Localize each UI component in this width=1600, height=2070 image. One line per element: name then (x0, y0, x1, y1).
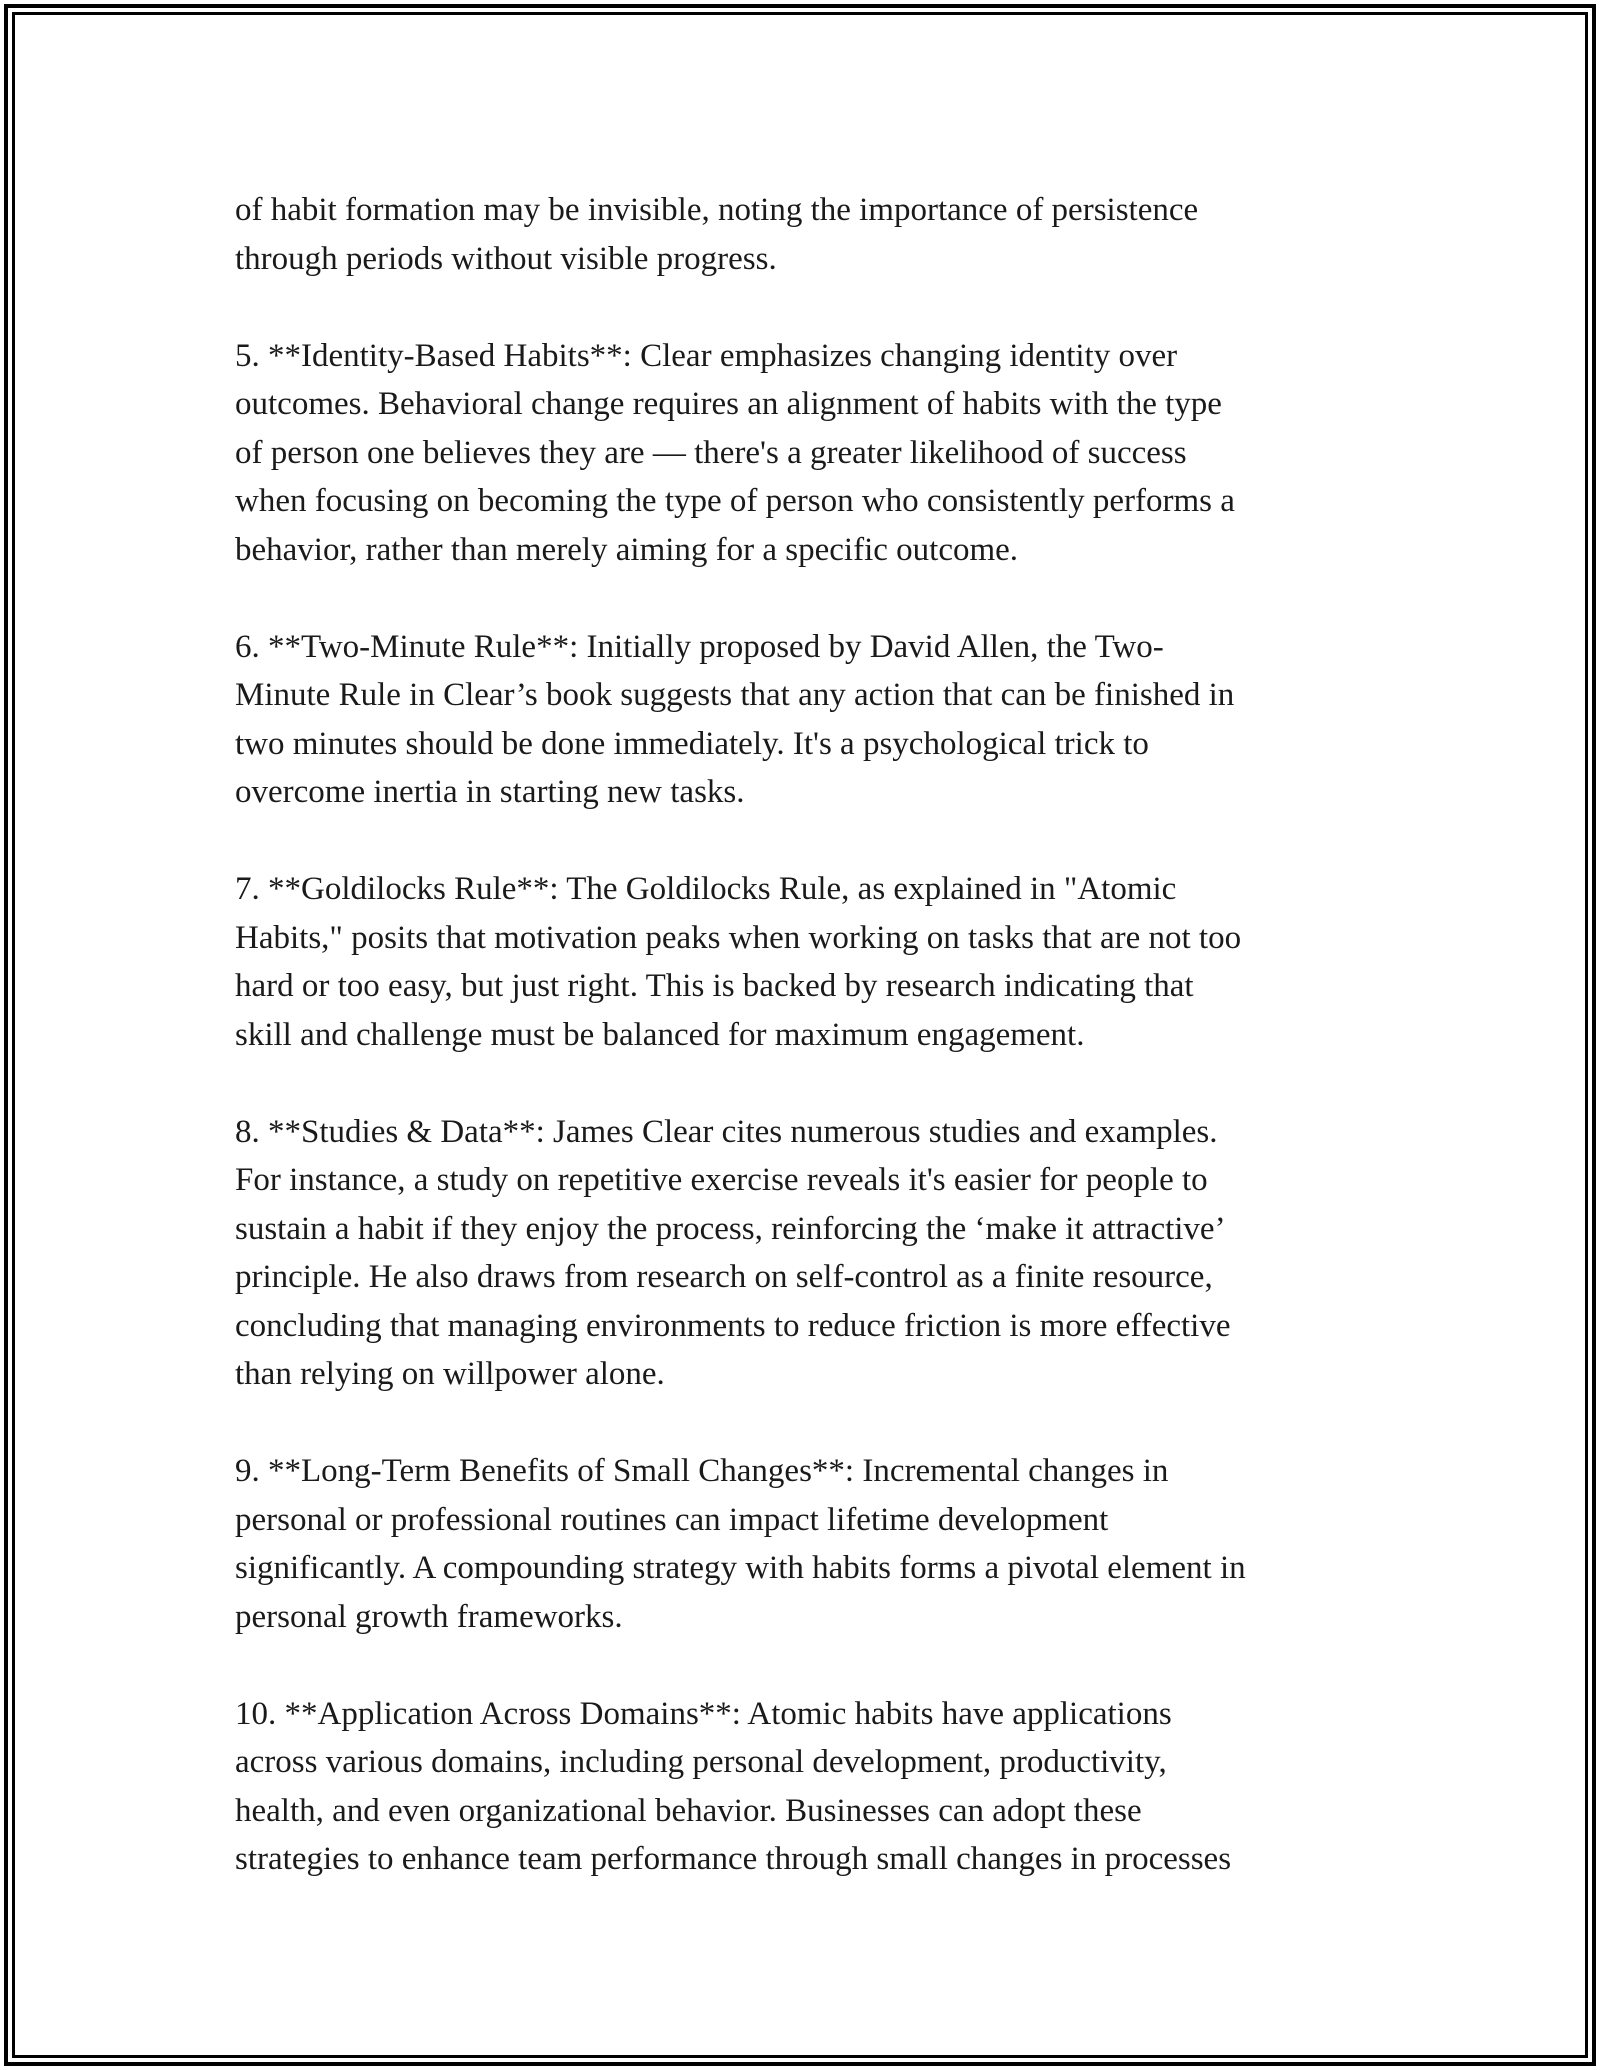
document-body (235, 186, 1375, 1884)
paragraph-studies-data: 8. **Studies & Data**: James Clear cites numerous studies and examples. For instance, a study on repetitive exercise reveals it's easier for people to sustain a habit if they enjoy the process, reinforcing the ‘make it attractive’ principle. He also draws from research on self-control as a finite resource, concluding that managing environments to reduce friction is more effective than relying on willpower alone. (235, 1113, 1231, 1392)
paragraph-goldilocks-rule: 7. **Goldilocks Rule**: The Goldilocks Rule, as explained in "Atomic Habits," posits that motivation peaks when working on tasks that are not too hard or too easy, but just right. This is backed by research indicating that skill and challenge must be balanced for maximum engagement. (235, 871, 1242, 1053)
paragraph-application-across-domains: 10. **Application Across Domains**: Atomic habits have applications across various domains, including personal development, productivity, health, and even organizational behavior. Businesses can adopt these strategies to enhance team performance through small changes in processes (235, 1695, 1232, 1877)
paragraph-long-term-benefits: 9. **Long-Term Benefits of Small Changes**: Incremental changes in personal or professional routines can impact lifetime development significantly. A compounding strategy with habits forms a pivotal element in personal growth frameworks. (235, 1453, 1246, 1635)
paragraph-two-minute-rule: 6. **Two-Minute Rule**: Initially proposed by David Allen, the Two- Minute Rule in Clear’s book suggests that any action that can be finished in two minutes should be done immediately. It's a psychological trick to overcome inertia in starting new tasks. (235, 628, 1235, 810)
paragraph-continuation: of habit formation may be invisible, noting the importance of persistence through periods without visible progress. (235, 192, 1199, 277)
paragraph-identity-based-habits: 5. **Identity-Based Habits**: Clear emphasizes changing identity over outcomes. Behavioral change requires an alignment of habits with the type of person one believes they are — there's a greater likelihood of success when focusing on becoming the type of person who consistently performs a behavior, rather than merely aiming for a specific outcome. (235, 337, 1235, 568)
